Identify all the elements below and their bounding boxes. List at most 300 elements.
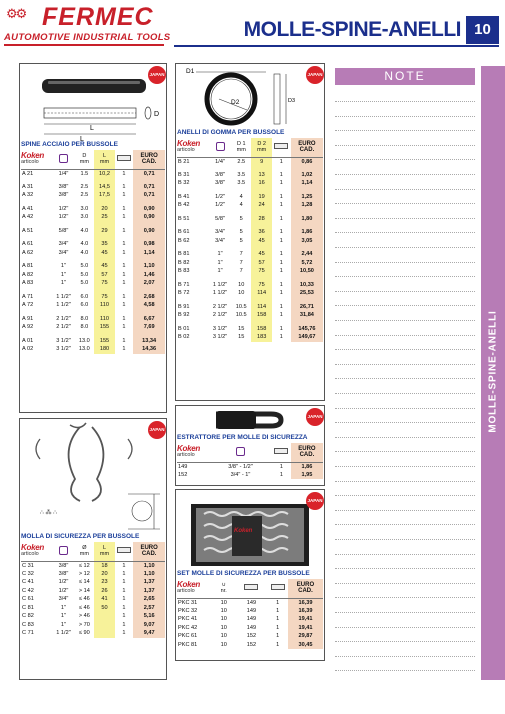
article-code: A 82 (22, 271, 34, 278)
length-value: 75 (251, 281, 271, 290)
table-row (177, 289, 323, 298)
table-row (21, 587, 165, 596)
article-code: A 92 (22, 324, 34, 331)
diameter-value: ≤ 14 (78, 579, 90, 586)
price-value: 9,07 (133, 621, 165, 630)
article-code: B 72 (178, 290, 190, 297)
socket-size: 1/4" (58, 170, 69, 177)
length-value: 50 (94, 604, 114, 613)
diameter-value: 3.0 (80, 205, 89, 212)
ring-label-d2: D2 (231, 99, 240, 106)
length-header: L mm (94, 542, 114, 561)
note-line (335, 130, 475, 131)
price-value: 19,41 (288, 624, 323, 633)
note-line (335, 539, 475, 540)
price-value: 2,44 (291, 250, 323, 259)
brand-header (21, 542, 53, 561)
qty-value: 1 (122, 346, 126, 353)
price-value: 16,39 (288, 607, 323, 616)
table-row (21, 249, 165, 258)
qty-value: 1 (122, 324, 126, 331)
table-row (21, 570, 165, 579)
qty-value: 1 (276, 633, 280, 640)
note-line (335, 116, 475, 117)
logo-underline (4, 44, 164, 46)
length-value: 13 (251, 171, 271, 180)
diameter-value: > 12 (78, 570, 90, 577)
table-row (177, 624, 323, 633)
socket-size: 1 1/2" (56, 630, 71, 637)
table-row (177, 462, 323, 471)
qty-value: 1 (276, 641, 280, 648)
length-value: 75 (94, 279, 114, 288)
length-value: 158 (251, 325, 271, 334)
table-row (177, 201, 323, 210)
table-row (177, 303, 323, 312)
article-code: B 32 (178, 180, 190, 187)
price-value: 10,33 (291, 281, 323, 290)
note-line (335, 247, 475, 248)
note-line (335, 627, 475, 628)
table-row (177, 333, 323, 342)
socket-range: 3/8" - 1/2" (228, 463, 253, 470)
note-line (335, 174, 475, 175)
qty-value: 1 (122, 337, 126, 344)
price-value: 0,86 (291, 157, 323, 166)
diameter-value: 10.5 (235, 312, 247, 319)
table-row (21, 612, 165, 621)
diameter-value: 13.0 (78, 346, 90, 353)
qty-value: 1 (279, 325, 283, 332)
socket-size: 3/4" (58, 241, 69, 248)
note-line (335, 393, 475, 394)
price-value: 1,37 (133, 578, 165, 587)
article-code: B 91 (178, 303, 190, 310)
molla-panel (19, 418, 167, 680)
price-value: 0,71 (133, 191, 165, 200)
article-code: A 32 (22, 192, 34, 199)
set-table (177, 579, 323, 649)
count-value: 10 (220, 616, 227, 623)
price-value: 1,14 (133, 249, 165, 258)
price-header: EURO CAD. (291, 138, 323, 157)
note-line (335, 159, 475, 160)
price-value: 0,90 (133, 205, 165, 214)
price-value: 1,14 (291, 179, 323, 188)
diameter-value: 2.5 (237, 158, 246, 165)
diameter-value: 5.0 (80, 271, 89, 278)
length-value: 158 (251, 311, 271, 320)
price-value: 1,37 (133, 587, 165, 596)
note-line (335, 335, 475, 336)
diameter-value: 5 (239, 237, 243, 244)
side-tab (481, 66, 505, 680)
socket-icon (216, 142, 225, 151)
length-value: 26 (94, 587, 114, 596)
diameter-header: D mm (74, 150, 94, 169)
table-row (21, 337, 165, 346)
socket-size: 3/8" (215, 180, 225, 187)
length-value: 23 (94, 578, 114, 587)
length-header: L mm (94, 150, 114, 169)
extractor-code: 149 (246, 616, 257, 623)
socket-size: 1/2" (58, 579, 69, 586)
article-code: B 01 (178, 325, 190, 332)
qty-value: 1 (279, 180, 283, 187)
rubber-ring-diagram (176, 64, 324, 130)
socket-size: 1" (217, 268, 223, 275)
note-line (335, 101, 475, 102)
article-code: A 61 (22, 241, 34, 248)
qty-value: 1 (122, 263, 126, 270)
molla-title: MOLLA DI SICUREZZA PER BUSSOLE (21, 533, 140, 540)
article-code: A 02 (22, 346, 34, 353)
qty-value: 1 (279, 303, 283, 310)
qty-header (272, 138, 291, 157)
count-value: 10 (220, 607, 227, 614)
japan-stamp: JAPAN (306, 408, 324, 426)
article-code: B 83 (178, 268, 190, 275)
socket-size: 2 1/2" (56, 324, 71, 331)
package-icon (117, 547, 131, 553)
price-value: 1,02 (291, 171, 323, 180)
qty-header (115, 150, 134, 169)
note-line (335, 378, 475, 379)
socket-size: 1" (60, 613, 67, 620)
article-code: C 42 (22, 587, 34, 594)
diameter-value: 2.5 (80, 192, 89, 199)
note-line (335, 232, 475, 233)
qty-value: 1 (279, 215, 283, 222)
note-header: NOTE (335, 68, 475, 85)
diameter-value: 3.0 (80, 214, 89, 221)
note-line (335, 495, 475, 496)
qty-value: 1 (122, 293, 126, 300)
article-code: B 71 (178, 281, 190, 288)
socket-size: 1" (60, 271, 67, 278)
count-value: 10 (220, 641, 227, 648)
price-value: 5,16 (133, 612, 165, 621)
price-value: 0,90 (133, 227, 165, 236)
socket-size: 5/8" (215, 215, 225, 222)
length-value: 183 (251, 333, 271, 342)
length-value: 24 (251, 201, 271, 210)
diameter-value: 5.0 (80, 280, 89, 287)
length-value: 16 (251, 179, 271, 188)
table-row (21, 604, 165, 613)
length-value: 155 (94, 323, 114, 332)
price-value: 0,98 (133, 240, 165, 249)
socket-size: 3/4" (58, 596, 69, 603)
socket-size: 5/8" (58, 227, 69, 234)
side-tab-label: MOLLE-SPINE-ANELLI (487, 310, 499, 433)
socket-size: 3/4" (58, 249, 69, 256)
price-value: 25,53 (291, 289, 323, 298)
gear-icon: ⚙⚙ (6, 7, 26, 22)
diameter-value: 5 (239, 229, 243, 236)
table-row (177, 325, 323, 334)
ring-label-d1: D1 (186, 68, 195, 75)
diameter-value: ≤ 90 (78, 630, 90, 637)
socket-size: 1/2" (58, 214, 69, 221)
diameter-value: 10 (238, 281, 245, 288)
price-value: 1,25 (291, 193, 323, 202)
article-code: B 31 (178, 171, 190, 178)
spring-set-box-image (176, 490, 324, 568)
price-value: 29,87 (288, 632, 323, 641)
length-value: 9 (251, 157, 271, 166)
socket-size: 1 1/2" (212, 281, 228, 288)
price-value: 5,72 (291, 259, 323, 268)
estrattore-title: ESTRATTORE PER MOLLE DI SICUREZZA (177, 434, 308, 441)
socket-size: 1" (60, 604, 67, 611)
articolo-label: articolo (177, 452, 195, 459)
article-code: B 51 (178, 215, 190, 222)
note-line (335, 656, 475, 657)
socket-size: 3/8" (215, 171, 225, 178)
socket-size: 3/8" (58, 192, 69, 199)
article-code: PKC 32 (178, 607, 198, 614)
qty-value: 1 (122, 562, 126, 569)
length-value (94, 621, 114, 630)
socket-size: 1/2" (58, 587, 69, 594)
socket-size: 3/4" (215, 237, 225, 244)
length-value: 110 (94, 301, 114, 310)
diameter-value: 4 (239, 202, 243, 209)
price-value: 2,57 (133, 604, 165, 613)
table-row (21, 629, 165, 638)
price-value: 10,50 (291, 267, 323, 276)
price-value: 1,86 (291, 462, 323, 471)
note-line (335, 670, 475, 671)
price-value: 2,65 (133, 595, 165, 604)
qty-value: 1 (122, 249, 126, 256)
price-value: 13,34 (133, 337, 165, 346)
diameter-value: 4 (239, 193, 243, 200)
socket-size: 2 1/2" (212, 303, 228, 310)
length-header: D 2 mm (251, 138, 271, 157)
note-line (335, 437, 475, 438)
table-row (177, 250, 323, 259)
article-code: A 51 (22, 227, 34, 234)
price-value: 6,67 (133, 315, 165, 324)
note-line (335, 364, 475, 365)
article-code: C 61 (22, 596, 34, 603)
socket-icon (59, 154, 68, 163)
length-value: 155 (94, 337, 114, 346)
price-value: 1,10 (133, 570, 165, 579)
table-row (177, 607, 323, 616)
qty-value: 1 (122, 302, 126, 309)
length-value: 25 (94, 213, 114, 222)
qty-value: 1 (122, 315, 126, 322)
price-value: 3,05 (291, 237, 323, 246)
note-line (335, 554, 475, 555)
count-value: 10 (220, 624, 227, 631)
qty-value: 1 (279, 237, 283, 244)
length-value: 41 (94, 595, 114, 604)
socket-size: 2 1/2" (212, 312, 228, 319)
page-title: MOLLE-SPINE-ANELLI (243, 18, 461, 41)
brand-name: FERMEC (42, 3, 154, 31)
qty-header (115, 542, 134, 561)
koken-logo: Koken (177, 139, 200, 149)
price-value: 26,71 (291, 303, 323, 312)
count-value: 10 (220, 599, 227, 606)
diameter-value: 7 (239, 268, 243, 275)
qty-value: 1 (122, 587, 126, 594)
table-row (177, 215, 323, 224)
qty-value: 1 (122, 579, 126, 586)
diameter-value: 3.5 (237, 171, 246, 178)
package-icon (117, 155, 131, 161)
qty-value: 1 (279, 268, 283, 275)
diameter-value: 15 (238, 334, 245, 341)
package-icon (274, 448, 288, 454)
diameter-value: 5.0 (80, 263, 89, 270)
article-code: C 31 (22, 562, 34, 569)
qty-value: 1 (122, 280, 126, 287)
diameter-value: 15 (238, 325, 245, 332)
brand-header (177, 443, 209, 462)
table-row (21, 621, 165, 630)
qty-value: 1 (122, 621, 126, 628)
japan-stamp: JAPAN (306, 66, 324, 84)
pin-label-l1: L (90, 125, 94, 132)
length-value: 19 (251, 193, 271, 202)
qty-value: 1 (122, 170, 126, 177)
length-value: 180 (94, 345, 114, 354)
qty-value: 1 (276, 607, 280, 614)
price-header: EURO CAD. (291, 443, 323, 462)
estrattore-panel (175, 405, 325, 486)
price-value: 14,36 (133, 345, 165, 354)
price-value: 0,71 (133, 183, 165, 192)
socket-size: 2 1/2" (56, 315, 71, 322)
length-value: 14,5 (94, 183, 114, 192)
length-value: 45 (251, 237, 271, 246)
price-value: 149,67 (291, 333, 323, 342)
note-line (335, 276, 475, 277)
price-header: EURO CAD. (288, 579, 323, 598)
price-value: 2,07 (133, 279, 165, 288)
article-code: PKC 81 (178, 641, 198, 648)
note-line (335, 203, 475, 204)
qty-value: 1 (122, 613, 126, 620)
length-value: 10,2 (94, 169, 114, 178)
price-value: 2,68 (133, 293, 165, 302)
table-row (21, 213, 165, 222)
diameter-value: 6.0 (80, 293, 89, 300)
article-code: B 82 (178, 259, 190, 266)
socket-size: 3 1/2" (212, 334, 228, 341)
length-value: 45 (94, 249, 114, 258)
brand-header (21, 150, 53, 169)
table-row (177, 193, 323, 202)
note-line (335, 583, 475, 584)
article-code: PKC 41 (178, 616, 198, 623)
article-code: 149 (178, 463, 188, 470)
svg-text:∴ ⁂ ∴: ∴ ⁂ ∴ (40, 510, 57, 516)
socket-size: 1 1/2" (56, 293, 71, 300)
header-divider (174, 45, 499, 47)
article-code: B 02 (178, 334, 190, 341)
socket-size: 1" (60, 280, 67, 287)
extractor-tool-image (176, 406, 324, 434)
diameter-value: 8.0 (80, 315, 89, 322)
socket-size: 1 1/2" (56, 302, 71, 309)
socket-size: 1/2" (58, 205, 69, 212)
diameter-value: 4.0 (80, 241, 89, 248)
qty-value: 1 (122, 192, 126, 199)
length-value: 45 (94, 262, 114, 271)
table-row (21, 240, 165, 249)
length-value: 29 (94, 227, 114, 236)
length-value: 36 (251, 228, 271, 237)
article-code: A 83 (22, 280, 34, 287)
table-row (21, 205, 165, 214)
article-code: C 83 (22, 621, 34, 628)
price-value: 4,58 (133, 301, 165, 310)
diameter-header: D 1 mm (231, 138, 251, 157)
diameter-value: > 14 (78, 587, 90, 594)
diameter-value: ≤ 46 (78, 596, 90, 603)
socket-size-header (209, 443, 272, 462)
diameter-value: 10.5 (235, 303, 247, 310)
diameter-value: 1.5 (80, 170, 89, 177)
socket-size-header (53, 542, 75, 561)
note-line (335, 305, 475, 306)
length-value: 75 (251, 267, 271, 276)
socket-size: 3/8" (58, 570, 69, 577)
table-row (21, 262, 165, 271)
extractor-code: 152 (246, 641, 257, 648)
table-row (177, 311, 323, 320)
diameter-value: 4.0 (80, 227, 89, 234)
price-value: 30,45 (288, 641, 323, 650)
qty-value: 1 (279, 193, 283, 200)
length-value: 114 (251, 303, 271, 312)
table-row (21, 345, 165, 354)
diameter-value: 2.5 (80, 183, 89, 190)
article-code: A 41 (22, 205, 34, 212)
articolo-label: articolo (177, 147, 195, 154)
qty-value: 1 (122, 183, 126, 190)
article-code: A 31 (22, 183, 34, 190)
table-row (21, 595, 165, 604)
length-value: 28 (251, 215, 271, 224)
articolo-label: articolo (21, 551, 39, 558)
note-line (335, 145, 475, 146)
qty-value: 1 (122, 271, 126, 278)
diameter-value: 3.5 (237, 180, 246, 187)
extractor-header (235, 579, 267, 598)
qty-value: 1 (122, 214, 126, 221)
qty-value: 1 (122, 630, 126, 637)
table-row (21, 191, 165, 200)
diameter-header: Ø mm (74, 542, 94, 561)
table-row (177, 157, 323, 166)
qty-value: 1 (279, 312, 283, 319)
estrattore-table (177, 443, 323, 479)
price-value: 0,90 (133, 213, 165, 222)
table-row (21, 301, 165, 310)
note-line (335, 320, 475, 321)
qty-header (268, 579, 288, 598)
socket-size: 3/8" (58, 562, 69, 569)
anelli-title: ANELLI DI GOMMA PER BUSSOLE (177, 129, 285, 136)
diameter-value: ≤ 12 (78, 562, 90, 569)
